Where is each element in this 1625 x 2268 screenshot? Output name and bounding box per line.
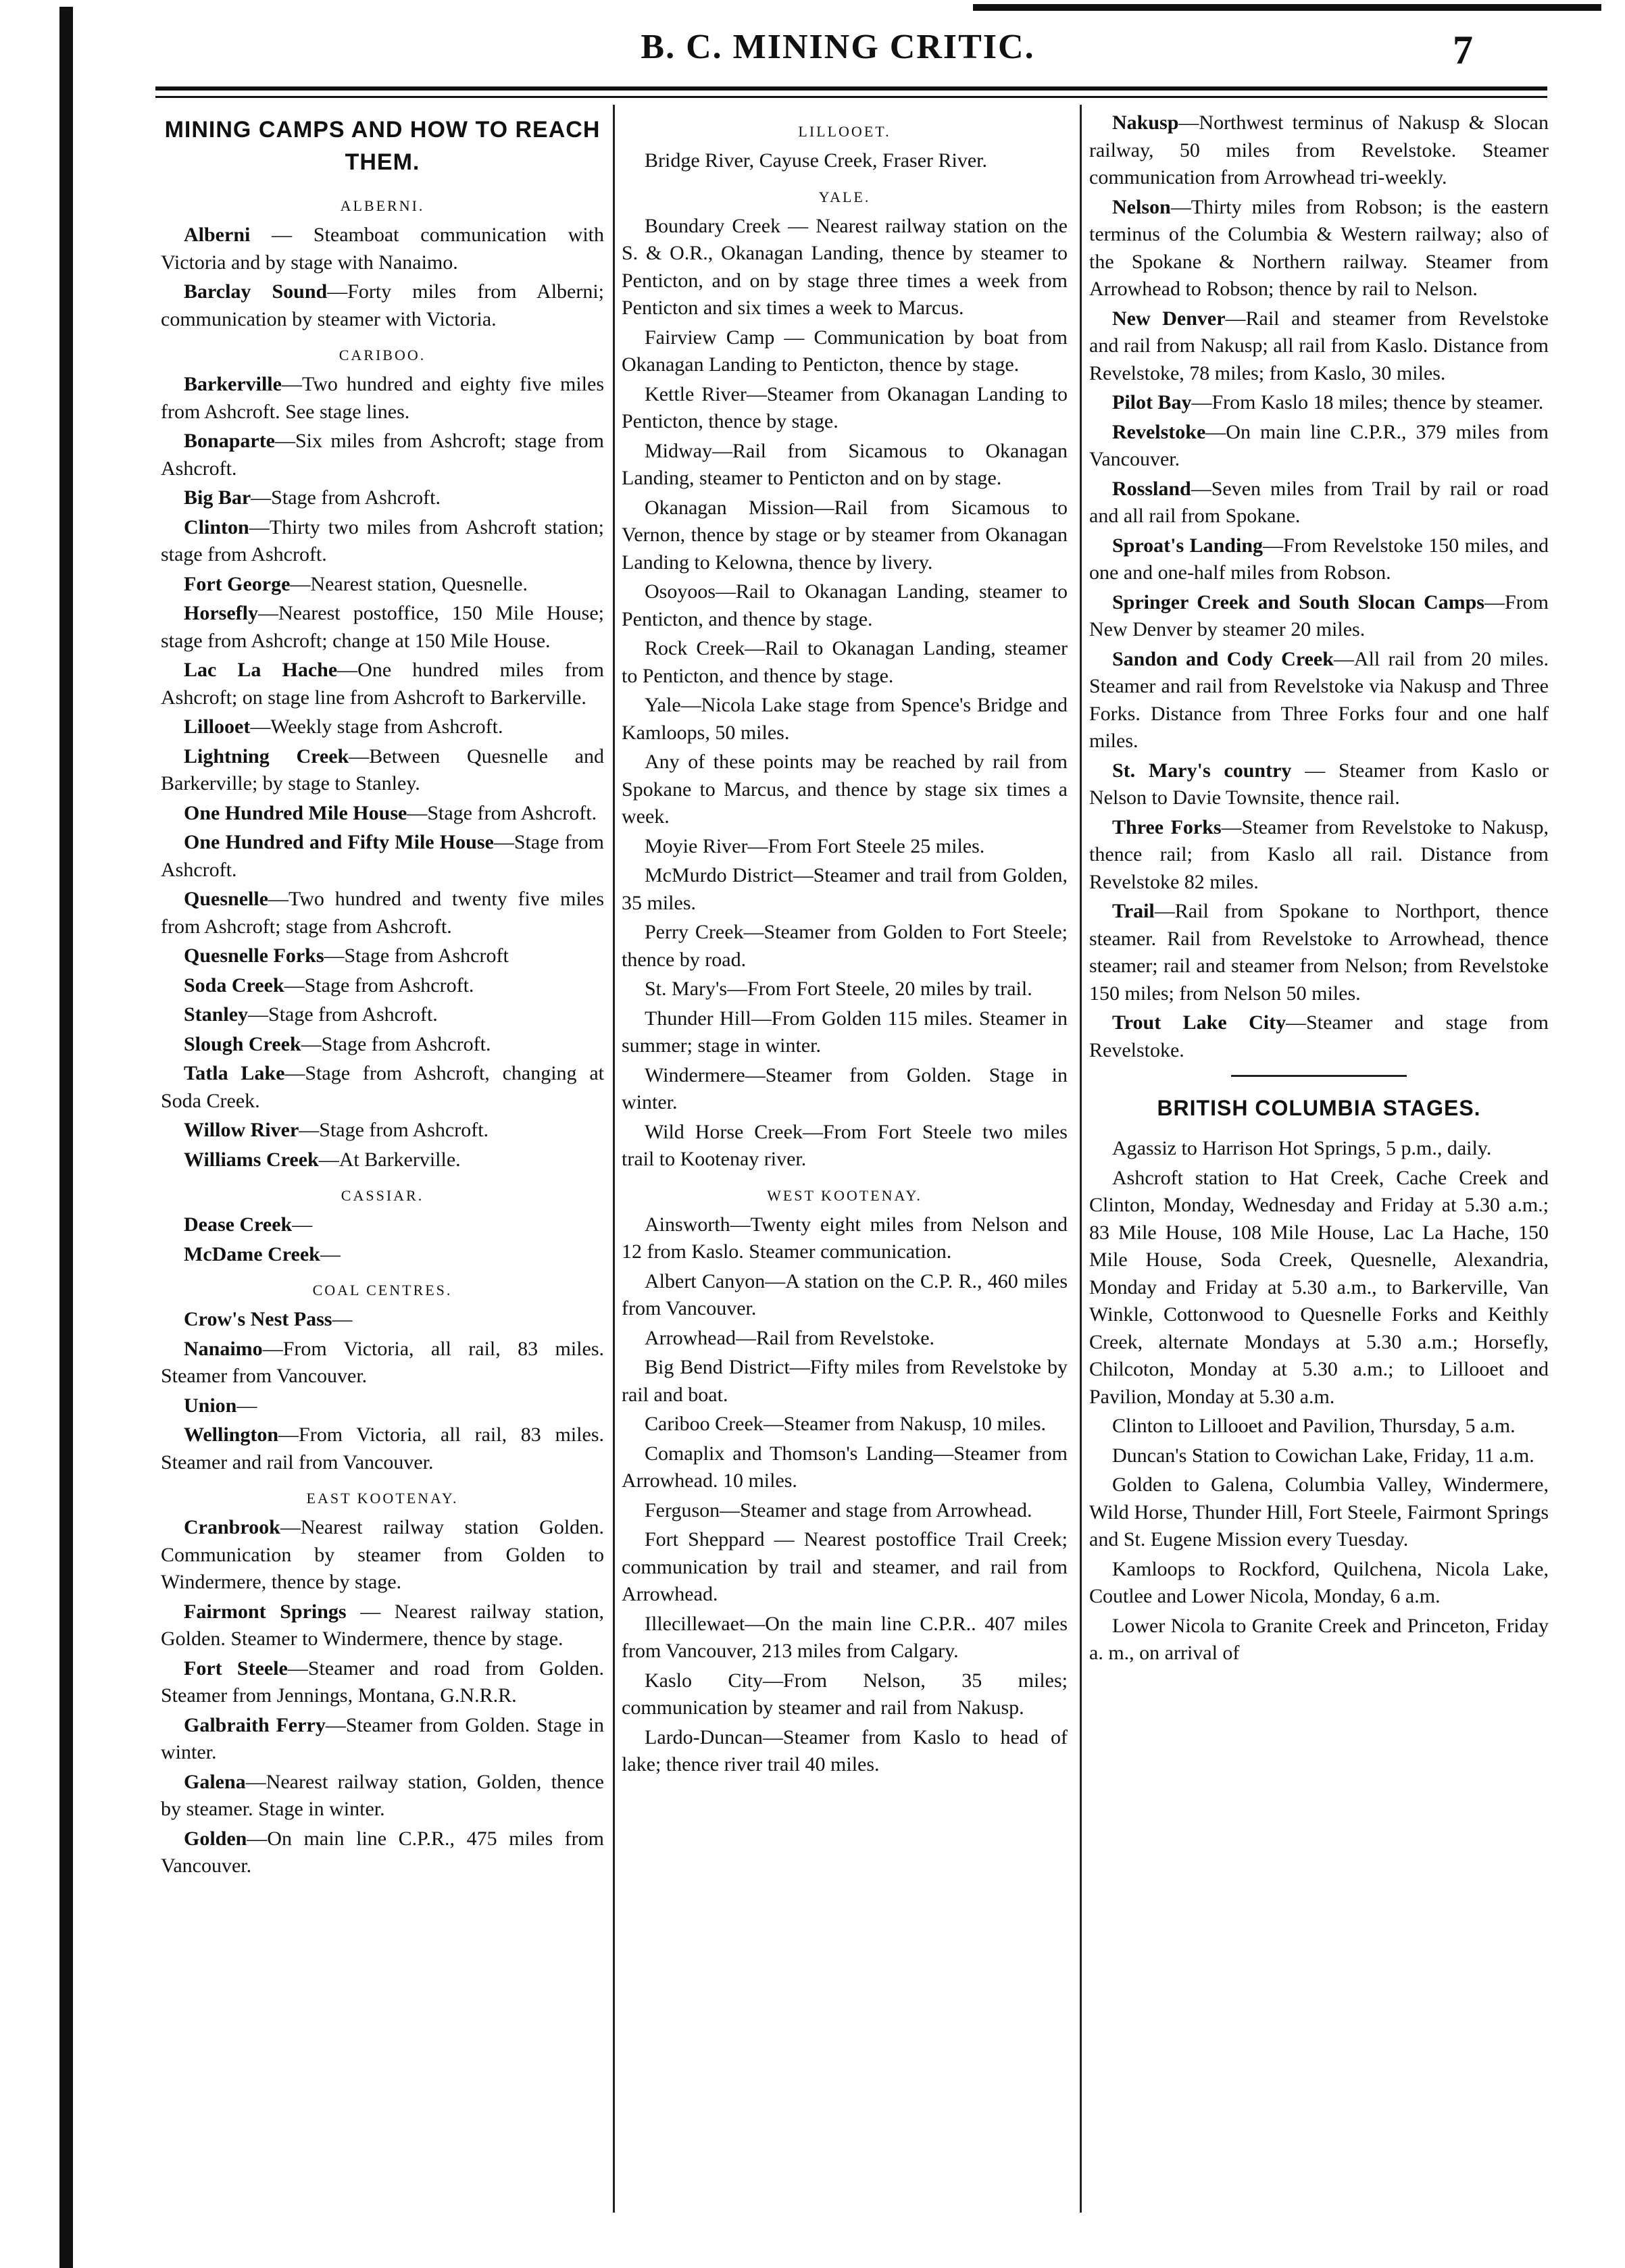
entry-text: —Stage from Ashcroft. <box>299 1119 489 1141</box>
entry-text: —Steamer from Golden. Stage in winter. <box>161 1713 604 1763</box>
listing-entry <box>622 1119 1068 1174</box>
entry-name: Rossland <box>1112 477 1191 500</box>
entry-text: Arrowhead—Rail from Revelstoke. <box>645 1326 935 1349</box>
listing-entry <box>1089 757 1549 812</box>
entry-text: — Steamboat communication with Victoria and by stage with Nanaimo. <box>161 224 604 274</box>
listing-entry <box>1089 194 1549 303</box>
listing-entry <box>1089 476 1549 530</box>
entry-name: St. Mary's country <box>1112 759 1292 782</box>
listing-entry <box>161 743 604 798</box>
entry-text: —Seven miles from Trail by rail or road and all rail from Spokane. <box>1089 477 1549 527</box>
listing-entry <box>161 484 604 512</box>
listing-entry <box>161 222 604 276</box>
listing-entry <box>1089 389 1549 417</box>
entry-text: —Two hundred and twenty five miles from Ashcroft; stage from Ashcroft. <box>161 888 604 938</box>
entry-name: Springer Creek and South Slocan Camps <box>1112 590 1484 613</box>
entry-text: —Between Quesnelle and Barkerville; by stage to Stanley. <box>161 745 604 795</box>
entry-text: — <box>236 1394 257 1417</box>
entry-text: Clinton to Lillooet and Pavilion, Thursday, 5 a.m. <box>1112 1415 1516 1437</box>
entry-text: 5 p.m., daily. <box>1380 1137 1492 1159</box>
entry-text: Duncan's Station to Cowichan Lake, Friday, 11 a.m. <box>1112 1444 1534 1467</box>
entry-text: — Nearest railway station, Golden. Steamer to Windermere, thence by stage. <box>161 1600 604 1650</box>
entry-name: Sproat's Landing <box>1112 534 1264 557</box>
listing-entry <box>161 1514 604 1596</box>
section-heading: CASSIAR. <box>341 1187 424 1204</box>
entry-text: St. Mary's—From Fort Steele, 20 miles by trail. <box>645 978 1032 1000</box>
entry-text: —Stage from Ashcroft. <box>407 801 597 824</box>
listing-entry <box>161 1306 604 1334</box>
listing-entry <box>161 1769 604 1823</box>
listing-entry <box>161 600 604 655</box>
entry-text: — <box>320 1242 341 1265</box>
listing-entry <box>622 495 1068 577</box>
entry-name: Nelson <box>1112 195 1171 218</box>
entry-name: Stanley <box>184 1003 249 1026</box>
entry-text: Yale—Nicola Lake stage from Spence's Bridge and Kamloops, 50 miles. <box>622 694 1068 744</box>
entry-text: —Nearest postoffice, 150 Mile House; stage from Ashcroft; change at 150 Mile House. <box>161 602 604 652</box>
entry-text: McMurdo District—Steamer and trail from Golden, 35 miles. <box>622 864 1068 914</box>
listing-entry <box>1089 1442 1549 1470</box>
listing-entry <box>161 278 604 333</box>
entry-text: —Steamer and road from Golden. Steamer from Jennings, Montana, G.N.R.R. <box>161 1657 604 1707</box>
entry-text: —Stage from Ashcroft. <box>284 974 474 997</box>
listing-entry <box>622 1724 1068 1779</box>
entry-name: Soda Creek <box>184 974 284 997</box>
section-heading: YALE. <box>818 188 871 205</box>
entry-name: Bonaparte <box>184 430 275 452</box>
entry-name: Alberni <box>184 224 251 246</box>
entry-text: —Forty miles from Alberni; communication by steamer with Victoria. <box>161 280 604 330</box>
entry-name: Trout Lake City <box>1112 1011 1286 1034</box>
column-title: MINING CAMPS AND HOW TO REACH THEM. <box>164 117 601 175</box>
listing-entry <box>161 1031 604 1059</box>
entry-name: Lillooet <box>184 715 251 738</box>
header-rule-thin <box>155 96 1547 98</box>
entry-text: Any of these points may be reached by rail from Spokane to Marcus, and thence by stage six times a week. <box>622 751 1068 828</box>
entry-text: — Steamer from Kaslo or Nelson to Davie Townsite, thence rail. <box>1089 759 1549 809</box>
entry-name: Nanaimo <box>184 1337 263 1360</box>
listing-entry <box>1089 305 1549 388</box>
entry-text: Thunder Hill—From Golden 115 miles. Steamer in summer; stage in winter. <box>622 1007 1068 1057</box>
masthead: B. C. MINING CRITIC. <box>641 28 1035 66</box>
listing-entry <box>161 1421 604 1476</box>
entry-text: —Thirty miles from Robson; is the eastern terminus of the Columbia & Western railway; also of the Spokane & Northern railway. Steamer from Arrowhead to Robson; thence by rail to Nelson. <box>1089 195 1549 300</box>
listing-entry <box>161 1655 604 1710</box>
listing-entry <box>161 1712 604 1767</box>
listing-entry <box>622 1440 1068 1495</box>
listing-entry <box>1089 1471 1549 1554</box>
entry-text: —On main line C.P.R., 475 miles from Vancouver. <box>161 1827 604 1877</box>
entry-name: Crow's Nest Pass <box>184 1308 332 1330</box>
listing-entry <box>161 1211 604 1239</box>
listing-entry <box>161 713 604 741</box>
entry-text: Big Bend District—Fifty miles from Revelstoke by rail and boat. <box>622 1356 1068 1406</box>
entry-name: Barclay Sound <box>184 280 328 303</box>
entry-text: Midway—Rail from Sicamous to Okanagan Landing, steamer to Penticton and on by stage. <box>622 439 1068 489</box>
section-heading: EAST KOOTENAY. <box>306 1490 459 1507</box>
entry-text: Moyie River—From Fort Steele 25 miles. <box>645 834 985 857</box>
listing-entry <box>161 800 604 828</box>
entry-name: Galbraith Ferry <box>184 1713 326 1736</box>
entry-text: Okanagan Mission—Rail from Sicamous to Vernon, thence by stage or by steamer from Okanagan Landing to Kelowna, thence by livery. <box>622 496 1068 574</box>
column-1 <box>161 109 604 1882</box>
listing-entry <box>622 635 1068 690</box>
entry-text: —Steamer and stage from Revelstoke. <box>1089 1011 1549 1061</box>
entry-name: Tatla Lake <box>184 1062 285 1084</box>
entry-text: —From New Denver by steamer 20 miles. <box>1089 590 1549 640</box>
entry-name: Williams Creek <box>184 1148 319 1171</box>
entry-text: —Stage from Ashcroft, changing at Soda Creek. <box>161 1062 604 1112</box>
entry-text: Ashcroft station to Hat Creek, Cache Creek and Clinton, Monday, Wednesday and Friday at 5.30 a.m.; 83 Mile House, 108 Mile House, Lac La Hache, 150 Mile House, Soda Creek, Quesnelle, Alexandria, Monday and Friday at 5.30 a.m., to Barkerville, Van Winkle, Cottonwood to Quesnelle Forks and Keithly Creek, alternate Mondays at 5.30 a.m.; Horsefly, Chilcoton, Monday at 5.30 a.m.; to Lillooet and Pavilion, Monday at 5.30 a.m. <box>1089 1166 1549 1408</box>
entry-text: Comaplix and Thomson's Landing—Steamer from Arrowhead. 10 miles. <box>622 1442 1068 1492</box>
page-number: 7 <box>1453 28 1473 72</box>
entry-text: —Six miles from Ashcroft; stage from Ashcroft. <box>161 430 604 480</box>
listing-entry <box>161 1598 604 1653</box>
entry-text: Kaslo City—From Nelson, 35 miles; communication by steamer and rail from Nakusp. <box>622 1669 1068 1719</box>
section-heading: WEST KOOTENAY. <box>767 1186 922 1204</box>
entry-name: Nakusp <box>1112 111 1179 134</box>
listing-entry <box>161 1060 604 1115</box>
listing-entry <box>161 571 604 599</box>
listing-entry <box>1089 1613 1549 1667</box>
listing-entry <box>1089 1556 1549 1611</box>
stages-title: BRITISH COLUMBIA STAGES. <box>1157 1096 1481 1120</box>
entry-name: Lightning Creek <box>184 745 349 767</box>
entry-name: Quesnelle <box>184 888 268 910</box>
entry-name: Dease Creek <box>184 1213 293 1236</box>
entry-name: Wellington <box>184 1423 279 1446</box>
listing-entry <box>622 381 1068 436</box>
listing-entry <box>622 976 1068 1003</box>
entry-name: Cranbrook <box>184 1516 280 1538</box>
entry-text: —Stage from Ashcroft. <box>161 831 604 881</box>
section-heading: CARIBOO. <box>339 347 426 363</box>
entry-name: Agassiz to Harrison Hot Springs, <box>1112 1137 1381 1159</box>
entry-text: —From Revelstoke 150 miles, and one and one-half miles from Robson. <box>1089 534 1549 584</box>
listing-entry <box>622 578 1068 633</box>
entry-text: —Stage from Ashcroft. <box>301 1032 491 1055</box>
entry-name: Three Forks <box>1112 815 1222 838</box>
left-margin-bar <box>59 7 73 2268</box>
entry-name: Slough Creek <box>184 1032 301 1055</box>
header-rule <box>155 86 1547 91</box>
listing-entry <box>1089 1413 1549 1440</box>
listing-entry <box>622 1325 1068 1353</box>
listing-entry <box>161 829 604 884</box>
entry-text: Ainsworth—Twenty eight miles from Nelson and 12 from Kaslo. Steamer communication. <box>622 1213 1068 1263</box>
entry-name: Pilot Bay <box>1112 391 1192 413</box>
entry-name: Horsefly <box>184 602 258 624</box>
entry-name: One Hundred Mile House <box>184 801 407 824</box>
listing-entry <box>622 1268 1068 1323</box>
stages-list <box>1089 1135 1549 1667</box>
listing-entry <box>1089 898 1549 1007</box>
entry-name: Lac La Hache <box>184 659 338 681</box>
listing-entry <box>622 1526 1068 1609</box>
entry-text: —Two hundred and eighty five miles from Ashcroft. See stage lines. <box>161 373 604 423</box>
entry-text: Lardo-Duncan—Steamer from Kaslo to head of lake; thence river trail 40 miles. <box>622 1725 1068 1775</box>
entry-text: Fairview Camp — Communication by boat from Okanagan Landing to Penticton, thence by stage. <box>622 326 1068 376</box>
entry-name: Fairmont Springs <box>184 1600 347 1623</box>
entry-name: McDame Creek <box>184 1242 320 1265</box>
listing-entry <box>161 428 604 482</box>
listing-entry <box>161 972 604 1000</box>
entry-text: —All rail from 20 miles. Steamer and rail from Revelstoke via Nakusp and Three Forks. Distance from Three Forks four and one half miles. <box>1089 647 1549 752</box>
entry-text: Ferguson—Steamer and stage from Arrowhead. <box>645 1498 1032 1521</box>
entry-text: — <box>292 1213 313 1236</box>
entry-name: Big Bar <box>184 486 251 509</box>
entry-text: Cariboo Creek—Steamer from Nakusp, 10 miles. <box>645 1413 1047 1435</box>
entry-text: —Stage from Ashcroft. <box>251 486 441 509</box>
entry-text: —On main line C.P.R., 379 miles from Vancouver. <box>1089 420 1549 470</box>
entry-text: Kamloops to Rockford, Quilchena, Nicola Lake, Coutlee and Lower Nicola, Monday, 6 a.m. <box>1089 1557 1549 1607</box>
listing-entry <box>161 886 604 940</box>
listing-entry <box>622 1062 1068 1117</box>
entry-text: Perry Creek—Steamer from Golden to Fort Steele; thence by road. <box>622 921 1068 971</box>
entry-text: —At Barkerville. <box>318 1148 461 1171</box>
section-heading: LILLOOET. <box>798 123 891 140</box>
entry-text: Windermere—Steamer from Golden. Stage in winter. <box>622 1063 1068 1113</box>
entry-text: —From Kaslo 18 miles; thence by steamer. <box>1191 391 1544 413</box>
entry-text: —One hundred miles from Ashcroft; on stage line from Ashcroft to Barkerville. <box>161 659 604 709</box>
column-2 <box>622 109 1068 1781</box>
listing-entry <box>161 1001 604 1029</box>
entry-text: Osoyoos—Rail to Okanagan Landing, steamer to Penticton, and thence by stage. <box>622 580 1068 630</box>
listing-entry <box>622 438 1068 493</box>
listing-entry <box>161 514 604 569</box>
entry-name: Revelstoke <box>1112 420 1206 443</box>
entry-text: Boundary Creek — Nearest railway station on the S. & O.R., Okanagan Landing, thence by steamer to Penticton, and on by stage three times a week from Penticton and six times a week to Marcus. <box>622 214 1068 319</box>
entry-text: —Thirty two miles from Ashcroft station; stage from Ashcroft. <box>161 515 604 565</box>
listing-entry <box>161 1146 604 1174</box>
listing-entry <box>1089 1165 1549 1411</box>
listing-entry <box>622 147 1068 175</box>
entry-text: Albert Canyon—A station on the C.P. R., 460 miles from Vancouver. <box>622 1269 1068 1319</box>
entry-text: —Nearest station, Quesnelle. <box>290 572 528 595</box>
entry-text: Fort Sheppard — Nearest postoffice Trail Creek; communication by trail and steamer, and rail from Arrowhead. <box>622 1528 1068 1605</box>
listing-entry <box>161 371 604 426</box>
listing-entry <box>622 1211 1068 1266</box>
entry-name: Galena <box>184 1770 246 1793</box>
entry-text: —Northwest terminus of Nakusp & Slocan railway, 50 miles from Revelstoke. Steamer communication from Arrowhead tri-weekly. <box>1089 111 1549 188</box>
listing-entry <box>622 692 1068 747</box>
entry-text: —Stage from Ashcroft. <box>248 1003 438 1026</box>
entry-name: Barkerville <box>184 373 282 395</box>
listing-entry <box>622 919 1068 974</box>
listing-entry <box>1089 589 1549 644</box>
column-divider <box>1080 105 1082 2213</box>
entry-name: Fort Steele <box>184 1657 288 1680</box>
listing-entry <box>161 1825 604 1880</box>
listing-entry <box>622 1497 1068 1525</box>
entry-name: Sandon and Cody Creek <box>1112 647 1334 670</box>
listing-entry <box>161 1392 604 1420</box>
listing-entry <box>622 1005 1068 1060</box>
entry-text: Wild Horse Creek—From Fort Steele two miles trail to Kootenay river. <box>622 1120 1068 1170</box>
entry-name: Trail <box>1112 900 1155 922</box>
listing-entry <box>161 1117 604 1144</box>
listing-entry <box>622 1354 1068 1409</box>
entry-text: —Stage from Ashcroft <box>324 944 509 967</box>
entry-name: Clinton <box>184 515 249 538</box>
listing-entry <box>161 1336 604 1390</box>
section-heading: ALBERNI. <box>340 197 425 214</box>
entry-name: Quesnelle Forks <box>184 944 324 967</box>
listing-entry <box>622 213 1068 322</box>
listing-entry <box>1089 814 1549 897</box>
listing-entry <box>1089 646 1549 755</box>
listing-entry <box>622 1411 1068 1438</box>
entry-text: Golden to Galena, Columbia Valley, Windermere, Wild Horse, Thunder Hill, Fort Steele, Fairmont Springs and St. Eugene Mission every Tuesday. <box>1089 1473 1549 1551</box>
listing-entry <box>622 749 1068 831</box>
section-rule <box>1231 1075 1407 1077</box>
entry-text: —From Victoria, all rail, 83 miles. Steamer from Vancouver. <box>161 1337 604 1387</box>
listing-entry <box>1089 109 1549 192</box>
top-rule <box>973 4 1601 11</box>
entry-text: —Rail from Spokane to Northport, thence steamer. Rail from Revelstoke to Arrowhead, thence steamer; rail and steamer from Nelson; from Revelstoke 150 miles; from Nelson 50 miles. <box>1089 900 1549 1005</box>
entry-text: Rock Creek—Rail to Okanagan Landing, steamer to Penticton, and thence by stage. <box>622 637 1068 687</box>
entry-text: —Weekly stage from Ashcroft. <box>250 715 503 738</box>
listing-entry <box>622 862 1068 917</box>
entry-text: —Steamer from Revelstoke to Nakusp, thence rail; from Kaslo all rail. Distance from Revelstoke 82 miles. <box>1089 815 1549 893</box>
listing-entry <box>161 942 604 970</box>
section-heading: COAL CENTRES. <box>312 1282 453 1299</box>
entry-name: Fort George <box>184 572 291 595</box>
listing-entry <box>1089 419 1549 474</box>
entry-name: Union <box>184 1394 237 1417</box>
listing-entry <box>161 1241 604 1269</box>
listing-entry <box>622 324 1068 379</box>
entry-text: —Rail and steamer from Revelstoke and rail from Nakusp; all rail from Kaslo. Distance from Revelstoke, 78 miles; from Kaslo, 30 miles. <box>1089 307 1549 384</box>
listing-entry <box>1089 1009 1549 1064</box>
listing-entry <box>622 1611 1068 1665</box>
entry-text: — <box>332 1308 353 1330</box>
entry-text: —From Victoria, all rail, 83 miles. Steamer and rail from Vancouver. <box>161 1423 604 1473</box>
entry-text: —Nearest railway station, Golden, thence by steamer. Stage in winter. <box>161 1770 604 1820</box>
listing-entry <box>622 833 1068 861</box>
listing-entry <box>161 657 604 711</box>
entry-text: Bridge River, Cayuse Creek, Fraser River. <box>645 149 988 172</box>
column-3 <box>1089 109 1549 1669</box>
entry-text: Kettle River—Steamer from Okanagan Landing to Penticton, thence by stage. <box>622 382 1068 432</box>
listing-entry <box>1089 532 1549 587</box>
column-divider <box>613 105 615 2213</box>
entry-text: Lower Nicola to Granite Creek and Princeton, Friday a. m., on arrival of <box>1089 1614 1549 1664</box>
entry-text: Illecillewaet—On the main line C.P.R.. 407 miles from Vancouver, 213 miles from Calgary. <box>622 1612 1068 1662</box>
entry-name: One Hundred and Fifty Mile House <box>184 831 494 853</box>
listing-entry <box>1089 1135 1549 1163</box>
entry-name: New Denver <box>1112 307 1226 330</box>
entry-name: Willow River <box>184 1119 299 1141</box>
listing-entry <box>622 1667 1068 1722</box>
entry-text: —Nearest railway station Golden. Communication by steamer from Golden to Windermere, thence by stage. <box>161 1516 604 1593</box>
entry-name: Golden <box>184 1827 247 1850</box>
